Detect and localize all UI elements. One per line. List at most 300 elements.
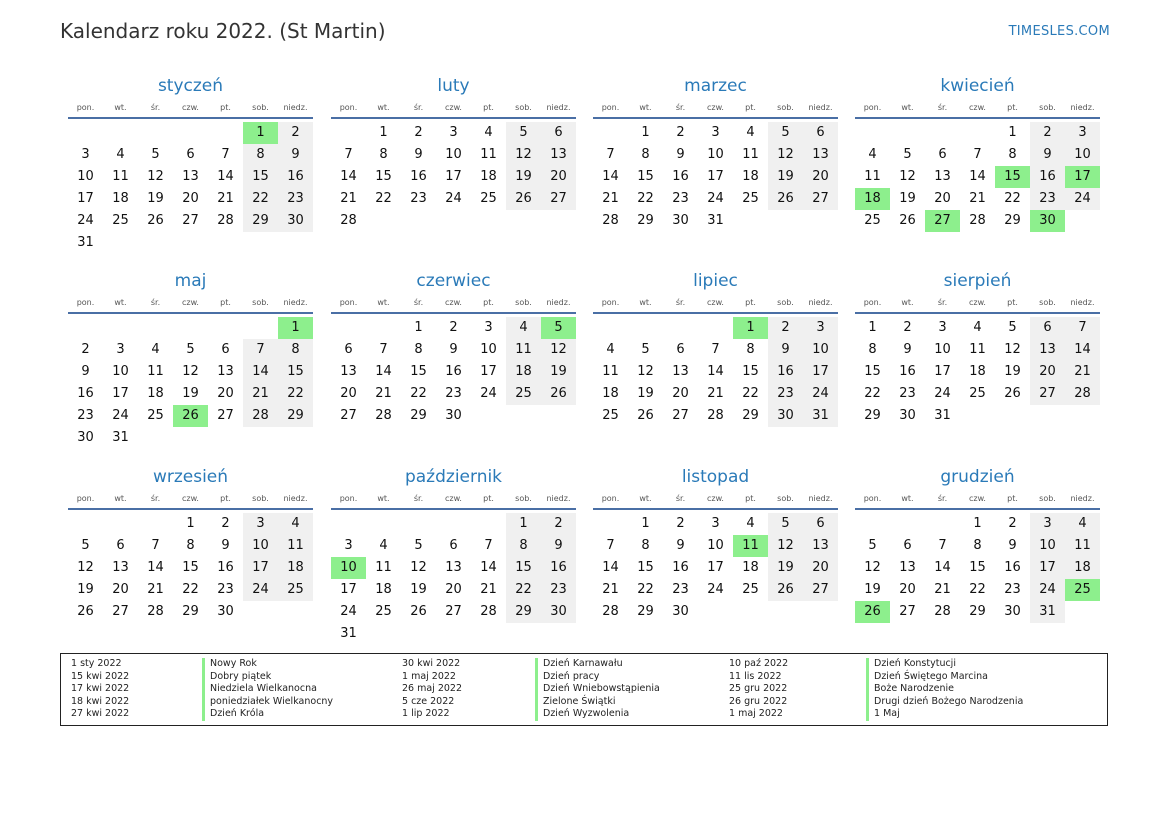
day-cell: 21: [602, 191, 619, 206]
holiday-date: 15 kwi 2022: [71, 670, 130, 682]
holiday-date: 1 lip 2022: [402, 708, 450, 720]
day-cell: 14: [217, 169, 234, 184]
weekday-header: [331, 492, 576, 506]
day-cell: 16: [217, 560, 234, 575]
weekday-label: pt.: [1007, 298, 1018, 307]
day-cell: 30: [77, 430, 94, 445]
weekday-label: sob.: [777, 494, 794, 503]
day-cell: 2: [676, 516, 685, 531]
day-cell: 23: [217, 582, 234, 597]
day-cell: 16: [672, 169, 689, 184]
day-cell: 7: [1065, 317, 1100, 339]
month-divider: [331, 117, 576, 119]
day-cell: 13: [1030, 339, 1065, 361]
day-cell: 2: [81, 342, 90, 357]
holiday-date: 11 lis 2022: [729, 670, 782, 682]
day-cell: 7: [344, 147, 353, 162]
weekday-label: śr.: [413, 103, 424, 112]
day-cell: 5: [81, 538, 90, 553]
day-cell: 1: [973, 516, 982, 531]
day-cell: 11: [147, 364, 164, 379]
day-cell: 23: [672, 582, 689, 597]
day-cell: 17: [1030, 557, 1065, 579]
day-cell: 13: [340, 364, 357, 379]
day-cell: 9: [221, 538, 230, 553]
day-cell: 21: [969, 191, 986, 206]
day-cell: 28: [707, 408, 724, 423]
month-name: sierpień: [943, 271, 1012, 291]
day-cell: 22: [375, 191, 392, 206]
weekday-label: pt.: [1007, 494, 1018, 503]
day-cell: 18: [375, 582, 392, 597]
month-7: [593, 269, 838, 459]
day-cell: 13: [182, 169, 199, 184]
day-cell: 22: [864, 386, 881, 401]
day-cell: 25: [112, 213, 129, 228]
day-cell: 12: [768, 144, 803, 166]
weekday-label: pon.: [863, 494, 882, 503]
day-cell: 4: [116, 147, 125, 162]
day-cell: 14: [602, 560, 619, 575]
day-cell: 24: [480, 386, 497, 401]
day-cell: 12: [506, 144, 541, 166]
day-cell: 8: [278, 339, 313, 361]
site-link[interactable]: TIMESLES.COM: [1008, 24, 1110, 39]
holiday-date: 27 kwi 2022: [71, 708, 130, 720]
day-cell: 8: [379, 147, 388, 162]
day-cell: 30: [541, 601, 576, 623]
day-cell: 25: [480, 191, 497, 206]
weekday-label: czw.: [969, 103, 986, 112]
weekday-label: niedz.: [808, 494, 833, 503]
day-cell: 3: [711, 125, 720, 140]
weekday-label: pon.: [76, 298, 95, 307]
day-cell: 27: [899, 604, 916, 619]
day-cell: 20: [217, 386, 234, 401]
day-cell: 26: [899, 213, 916, 228]
day-cell: 8: [243, 144, 278, 166]
day-cell: 28: [217, 213, 234, 228]
holiday-name: Dzień Karnawału: [535, 658, 660, 671]
weekday-label: pon.: [863, 103, 882, 112]
page-title: Kalendarz roku 2022. (St Martin): [60, 19, 386, 43]
holiday-name: Dzień Świętego Marcina: [866, 671, 1023, 684]
holiday-day-cell: 10: [331, 557, 366, 579]
day-cell: 16: [410, 169, 427, 184]
day-cell: 19: [506, 166, 541, 188]
day-cell: 30: [278, 210, 313, 232]
day-cell: 3: [1030, 513, 1065, 535]
holiday-names-column: [866, 658, 1023, 721]
holiday-day-cell: 11: [733, 535, 768, 557]
day-cell: 30: [899, 408, 916, 423]
weekday-header: [68, 101, 313, 115]
day-cell: 11: [742, 147, 759, 162]
month-name: styczeń: [157, 76, 224, 96]
day-cell: 30: [672, 604, 689, 619]
day-cell: 12: [899, 169, 916, 184]
weekday-header: [855, 296, 1100, 310]
day-cell: 4: [379, 538, 388, 553]
day-cell: 30: [768, 405, 803, 427]
day-cell: 24: [707, 582, 724, 597]
day-cell: 9: [903, 342, 912, 357]
month-divider: [593, 508, 838, 510]
day-cell: 12: [182, 364, 199, 379]
weekday-label: pon.: [339, 298, 358, 307]
day-cell: 27: [1030, 383, 1065, 405]
holiday-date: 1 sty 2022: [71, 658, 122, 669]
weekday-label: czw.: [707, 494, 724, 503]
weekday-label: niedz.: [283, 494, 308, 503]
holiday-name: poniedziałek Wielkanocny: [202, 696, 333, 709]
month-divider: [331, 312, 576, 314]
day-cell: 13: [672, 364, 689, 379]
day-cell: 22: [243, 188, 278, 210]
weekday-label: czw.: [445, 494, 462, 503]
day-cell: 31: [803, 405, 838, 427]
holiday-name: Dobry piątek: [202, 671, 333, 684]
day-cell: 29: [637, 604, 654, 619]
day-cell: 5: [414, 538, 423, 553]
day-cell: 14: [340, 169, 357, 184]
day-cell: 20: [899, 582, 916, 597]
day-cell: 14: [934, 560, 951, 575]
day-cell: 12: [1004, 342, 1021, 357]
day-cell: 2: [414, 125, 423, 140]
month-name: maj: [174, 271, 207, 291]
day-cell: 17: [707, 169, 724, 184]
day-cell: 16: [1030, 166, 1065, 188]
weekday-label: sob.: [252, 103, 269, 112]
month-divider: [68, 508, 313, 510]
day-cell: 13: [445, 560, 462, 575]
weekday-label: pt.: [220, 103, 231, 112]
day-cell: 18: [969, 364, 986, 379]
weekday-label: śr.: [937, 103, 948, 112]
weekday-label: pon.: [601, 103, 620, 112]
day-cell: 18: [742, 560, 759, 575]
month-name: czerwiec: [416, 271, 491, 291]
day-cell: 7: [711, 342, 720, 357]
month-divider: [855, 117, 1100, 119]
day-cell: 1: [506, 513, 541, 535]
day-cell: 16: [899, 364, 916, 379]
day-cell: 17: [445, 169, 462, 184]
day-cell: 31: [1030, 601, 1065, 623]
holiday-date: 1 maj 2022: [729, 708, 783, 720]
day-cell: 24: [707, 191, 724, 206]
day-cell: 20: [445, 582, 462, 597]
weekday-label: niedz.: [808, 298, 833, 307]
day-cell: 3: [116, 342, 125, 357]
day-cell: 25: [602, 408, 619, 423]
day-cell: 6: [903, 538, 912, 553]
day-cell: 9: [541, 535, 576, 557]
weekday-label: pt.: [483, 494, 494, 503]
day-cell: 21: [707, 386, 724, 401]
day-cell: 15: [410, 364, 427, 379]
weekday-label: sob.: [1039, 298, 1056, 307]
holiday-list: [60, 653, 1108, 726]
day-cell: 27: [217, 408, 234, 423]
month-9: [68, 465, 313, 655]
day-cell: 15: [969, 560, 986, 575]
day-cell: 28: [602, 604, 619, 619]
holiday-day-cell: 15: [995, 166, 1030, 188]
weekday-label: wt.: [377, 298, 390, 307]
weekday-label: czw.: [707, 298, 724, 307]
day-cell: 19: [899, 191, 916, 206]
weekday-label: czw.: [707, 103, 724, 112]
day-cell: 9: [81, 364, 90, 379]
day-cell: 22: [278, 383, 313, 405]
day-cell: 4: [1065, 513, 1100, 535]
day-cell: 24: [77, 213, 94, 228]
day-cell: 9: [1008, 538, 1017, 553]
day-cell: 14: [602, 169, 619, 184]
day-cell: 22: [182, 582, 199, 597]
day-cell: 27: [803, 188, 838, 210]
day-cell: 6: [803, 122, 838, 144]
month-name: luty: [437, 76, 470, 96]
month-5: [68, 269, 313, 459]
day-cell: 31: [934, 408, 951, 423]
day-cell: 7: [221, 147, 230, 162]
day-cell: 28: [243, 405, 278, 427]
holiday-name: Dzień Wyzwolenia: [535, 708, 660, 721]
day-cell: 23: [1004, 582, 1021, 597]
day-cell: 22: [637, 582, 654, 597]
day-cell: 11: [1065, 535, 1100, 557]
day-cell: 20: [340, 386, 357, 401]
day-cell: 13: [217, 364, 234, 379]
day-cell: 2: [768, 317, 803, 339]
holiday-date: 25 gru 2022: [729, 683, 788, 695]
day-cell: 17: [803, 361, 838, 383]
day-cell: 7: [379, 342, 388, 357]
day-cell: 5: [768, 513, 803, 535]
weekday-label: sob.: [777, 298, 794, 307]
day-cell: 23: [278, 188, 313, 210]
day-cell: 24: [112, 408, 129, 423]
month-divider: [68, 312, 313, 314]
day-cell: 4: [506, 317, 541, 339]
holiday-date: 18 kwi 2022: [71, 695, 130, 707]
day-cell: 4: [868, 147, 877, 162]
month-name: grudzień: [940, 467, 1015, 487]
day-cell: 25: [278, 579, 313, 601]
day-cell: 17: [112, 386, 129, 401]
holiday-date: 26 maj 2022: [402, 683, 463, 695]
day-cell: 25: [864, 213, 881, 228]
day-cell: 10: [1030, 535, 1065, 557]
day-cell: 6: [221, 342, 230, 357]
day-cell: 12: [147, 169, 164, 184]
day-cell: 5: [506, 122, 541, 144]
day-cell: 15: [506, 557, 541, 579]
month-2: [331, 74, 576, 264]
day-cell: 31: [340, 626, 357, 641]
day-cell: 6: [541, 122, 576, 144]
holiday-day-cell: 17: [1065, 166, 1100, 188]
month-1: [68, 74, 313, 264]
day-cell: 6: [676, 342, 685, 357]
holiday-names-column: [535, 658, 660, 721]
day-cell: 19: [182, 386, 199, 401]
weekday-label: pon.: [601, 494, 620, 503]
day-cell: 27: [112, 604, 129, 619]
day-cell: 12: [637, 364, 654, 379]
month-name: wrzesień: [152, 467, 229, 487]
day-cell: 28: [969, 213, 986, 228]
day-cell: 11: [375, 560, 392, 575]
weekday-label: wt.: [377, 103, 390, 112]
month-11: [593, 465, 838, 655]
day-cell: 15: [864, 364, 881, 379]
holiday-name: Niedziela Wielkanocna: [202, 683, 333, 696]
day-cell: 15: [637, 169, 654, 184]
day-cell: 5: [903, 147, 912, 162]
weekday-label: sob.: [515, 298, 532, 307]
day-cell: 19: [410, 582, 427, 597]
day-cell: 12: [77, 560, 94, 575]
day-cell: 13: [112, 560, 129, 575]
day-cell: 21: [1065, 361, 1100, 383]
day-cell: 30: [445, 408, 462, 423]
day-cell: 16: [768, 361, 803, 383]
day-cell: 21: [340, 191, 357, 206]
weekday-label: pt.: [745, 103, 756, 112]
weekday-label: niedz.: [808, 103, 833, 112]
day-cell: 26: [147, 213, 164, 228]
day-cell: 28: [602, 213, 619, 228]
day-cell: 1: [186, 516, 195, 531]
day-cell: 26: [410, 604, 427, 619]
day-cell: 18: [480, 169, 497, 184]
day-cell: 17: [480, 364, 497, 379]
day-cell: 15: [742, 364, 759, 379]
day-cell: 26: [637, 408, 654, 423]
day-cell: 10: [707, 538, 724, 553]
day-cell: 8: [868, 342, 877, 357]
holiday-date: 1 maj 2022: [402, 670, 456, 682]
weekday-label: niedz.: [546, 494, 571, 503]
weekday-label: pon.: [76, 103, 95, 112]
holiday-day-cell: 26: [173, 405, 208, 427]
day-cell: 20: [1030, 361, 1065, 383]
day-cell: 23: [541, 579, 576, 601]
day-cell: 5: [151, 147, 160, 162]
weekday-label: śr.: [937, 298, 948, 307]
day-cell: 16: [541, 557, 576, 579]
weekday-label: wt.: [901, 103, 914, 112]
day-cell: 28: [340, 213, 357, 228]
day-cell: 14: [969, 169, 986, 184]
month-divider: [593, 312, 838, 314]
day-cell: 17: [243, 557, 278, 579]
day-cell: 19: [541, 361, 576, 383]
day-cell: 20: [803, 557, 838, 579]
day-cell: 19: [768, 166, 803, 188]
day-cell: 19: [1004, 364, 1021, 379]
day-cell: 20: [672, 386, 689, 401]
weekday-label: pon.: [339, 494, 358, 503]
weekday-label: pt.: [745, 298, 756, 307]
day-cell: 28: [147, 604, 164, 619]
day-cell: 27: [182, 213, 199, 228]
holiday-date: 30 kwi 2022: [402, 658, 461, 669]
day-cell: 21: [147, 582, 164, 597]
day-cell: 11: [969, 342, 986, 357]
day-cell: 10: [77, 169, 94, 184]
weekday-label: czw.: [182, 298, 199, 307]
day-cell: 13: [899, 560, 916, 575]
day-cell: 14: [375, 364, 392, 379]
weekday-label: śr.: [413, 494, 424, 503]
weekday-label: pt.: [220, 298, 231, 307]
month-8: [855, 269, 1100, 459]
day-cell: 21: [375, 386, 392, 401]
weekday-label: sob.: [515, 494, 532, 503]
day-cell: 23: [1030, 188, 1065, 210]
holiday-date: 10 paź 2022: [729, 658, 789, 669]
weekday-label: sob.: [252, 494, 269, 503]
weekday-label: śr.: [675, 103, 686, 112]
day-cell: 2: [903, 320, 912, 335]
weekday-label: wt.: [114, 298, 127, 307]
day-cell: 20: [541, 166, 576, 188]
holiday-name: Nowy Rok: [202, 658, 333, 671]
month-divider: [68, 117, 313, 119]
weekday-header: [68, 296, 313, 310]
day-cell: 18: [602, 386, 619, 401]
day-cell: 2: [1008, 516, 1017, 531]
weekday-label: sob.: [1039, 103, 1056, 112]
day-cell: 29: [182, 604, 199, 619]
weekday-label: śr.: [937, 494, 948, 503]
day-cell: 14: [147, 560, 164, 575]
holiday-name: Dzień Wniebowstąpienia: [535, 683, 660, 696]
day-cell: 29: [969, 604, 986, 619]
day-cell: 9: [414, 147, 423, 162]
weekday-label: śr.: [413, 298, 424, 307]
day-cell: 3: [81, 147, 90, 162]
day-cell: 7: [973, 147, 982, 162]
day-cell: 19: [147, 191, 164, 206]
month-divider: [331, 508, 576, 510]
day-cell: 11: [112, 169, 129, 184]
day-cell: 21: [934, 582, 951, 597]
weekday-label: czw.: [445, 103, 462, 112]
day-cell: 29: [637, 213, 654, 228]
day-cell: 9: [768, 339, 803, 361]
day-cell: 6: [938, 147, 947, 162]
day-cell: 26: [768, 188, 803, 210]
day-cell: 12: [768, 535, 803, 557]
day-cell: 18: [742, 169, 759, 184]
day-cell: 19: [864, 582, 881, 597]
weekday-label: śr.: [675, 298, 686, 307]
day-cell: 11: [506, 339, 541, 361]
month-3: [593, 74, 838, 264]
weekday-header: [593, 296, 838, 310]
day-cell: 2: [541, 513, 576, 535]
day-cell: 11: [864, 169, 881, 184]
day-cell: 4: [746, 516, 755, 531]
day-cell: 6: [344, 342, 353, 357]
weekday-header: [593, 101, 838, 115]
